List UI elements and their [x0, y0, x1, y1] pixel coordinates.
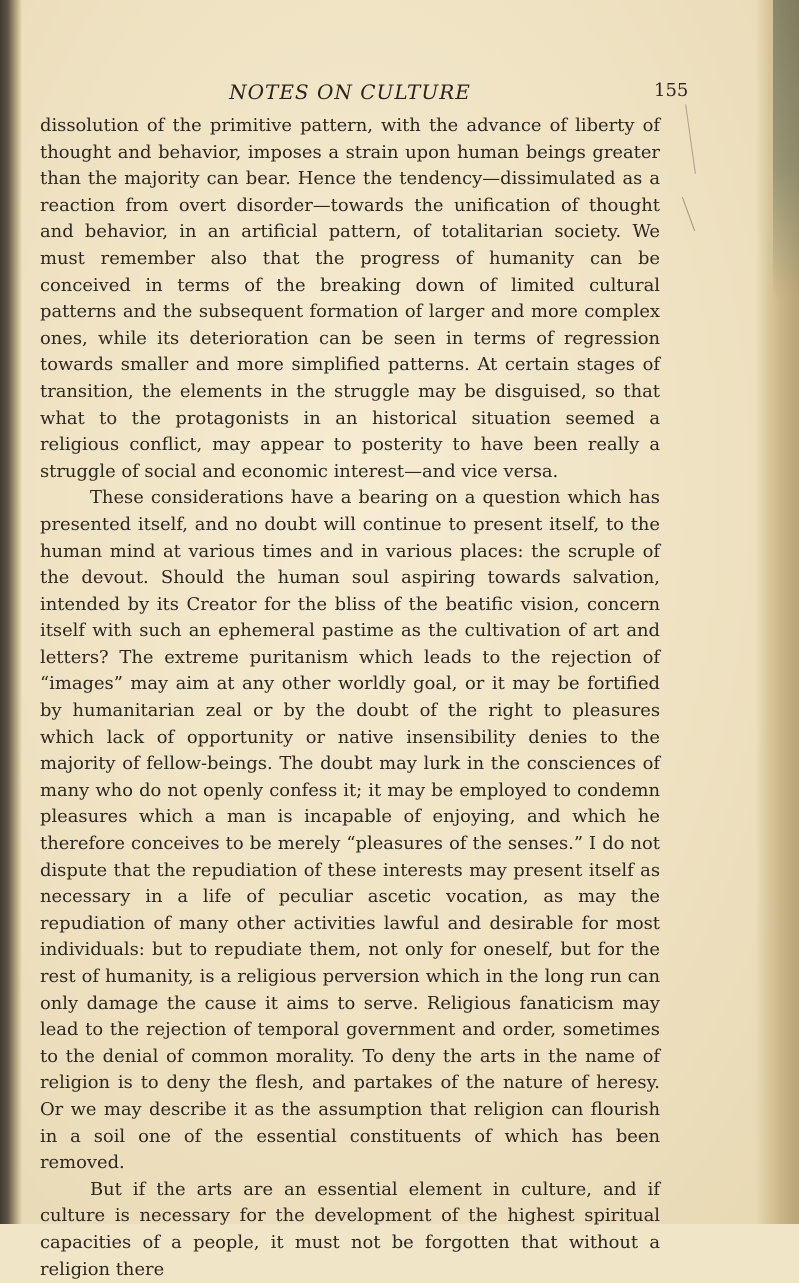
page-corner-shadow: [773, 0, 799, 300]
body-text: [40, 113, 660, 1283]
page-header: [40, 80, 689, 106]
margin-pencil-mark: [685, 104, 696, 173]
page-number: 155: [654, 80, 689, 101]
paragraph-2: These considerations have a bearing on a question which has presented itself, and no doubt will continue to present itself, to the human mind at various times and in various places: the scruple of the devout. Should the human soul aspiring towards salvation, intended by its Creator for the bliss of the beatific vision, concern itself with such an ephemeral pastime as the cultivation of art and letters? The extreme puritanism which leads to the rejection of “images” may aim at any other worldly goal, or it may be fortified by humanitarian zeal or by the doubt of the right to pleasures which lack of opportunity or native insensibility denies to the majority of fellow-beings. The doubt may lurk in the consciences of many who do not openly confess it; it may be employed to condemn pleasures which a man is incapable of enjoying, and which he therefore conceives to be merely “pleasures of the senses.” I do not dispute that the repudiation of these interests may present itself as necessary in a life of peculiar ascetic vocation, as may the repudiation of many other activities lawful and desirable for most individuals: but to repudiate them, not only for oneself, but for the rest of humanity, is a religious perversion which in the long run can only damage the cause it aims to serve. Religious fanaticism may lead to the rejection of temporal government and order, sometimes to the denial of common morality. To deny the arts in the name of religion is to deny the flesh, and partakes of the nature of heresy. Or we may describe it as the assumption that religion can flourish in a soil one of the essential constituents of which has been removed.: [40, 487, 660, 1174]
paragraph-1: dissolution of the primitive pattern, with the advance of liberty of thought and behavior, imposes a strain upon human beings greater than the majority can bear. Hence the tendency—dissimulated as a reaction from overt disorder—towards the unification of thought and behavior, in an artificial pattern, of totalitarian society. We must remember also that the progress of humanity can be conceived in terms of the breaking down of limited cultural patterns and the subsequent formation of larger and more complex ones, while its deterioration can be seen in terms of regression towards smaller and more simplified patterns. At certain stages of transition, the elements in the struggle may be disguised, so that what to the protagonists in an historical situation seemed a religious conflict, may appear to posterity to have been really a struggle of social and economic interest—and vice versa.: [40, 115, 660, 482]
margin-pencil-mark: [682, 197, 695, 231]
paragraph-3: But if the arts are an essential element in culture, and if culture is necessary for the development of the highest spiritual capacities of a people, it must not be forgotten that without a religion there: [40, 1178, 660, 1280]
running-title: NOTES ON CULTURE: [229, 80, 471, 104]
page-binding-edge: [0, 0, 22, 1224]
